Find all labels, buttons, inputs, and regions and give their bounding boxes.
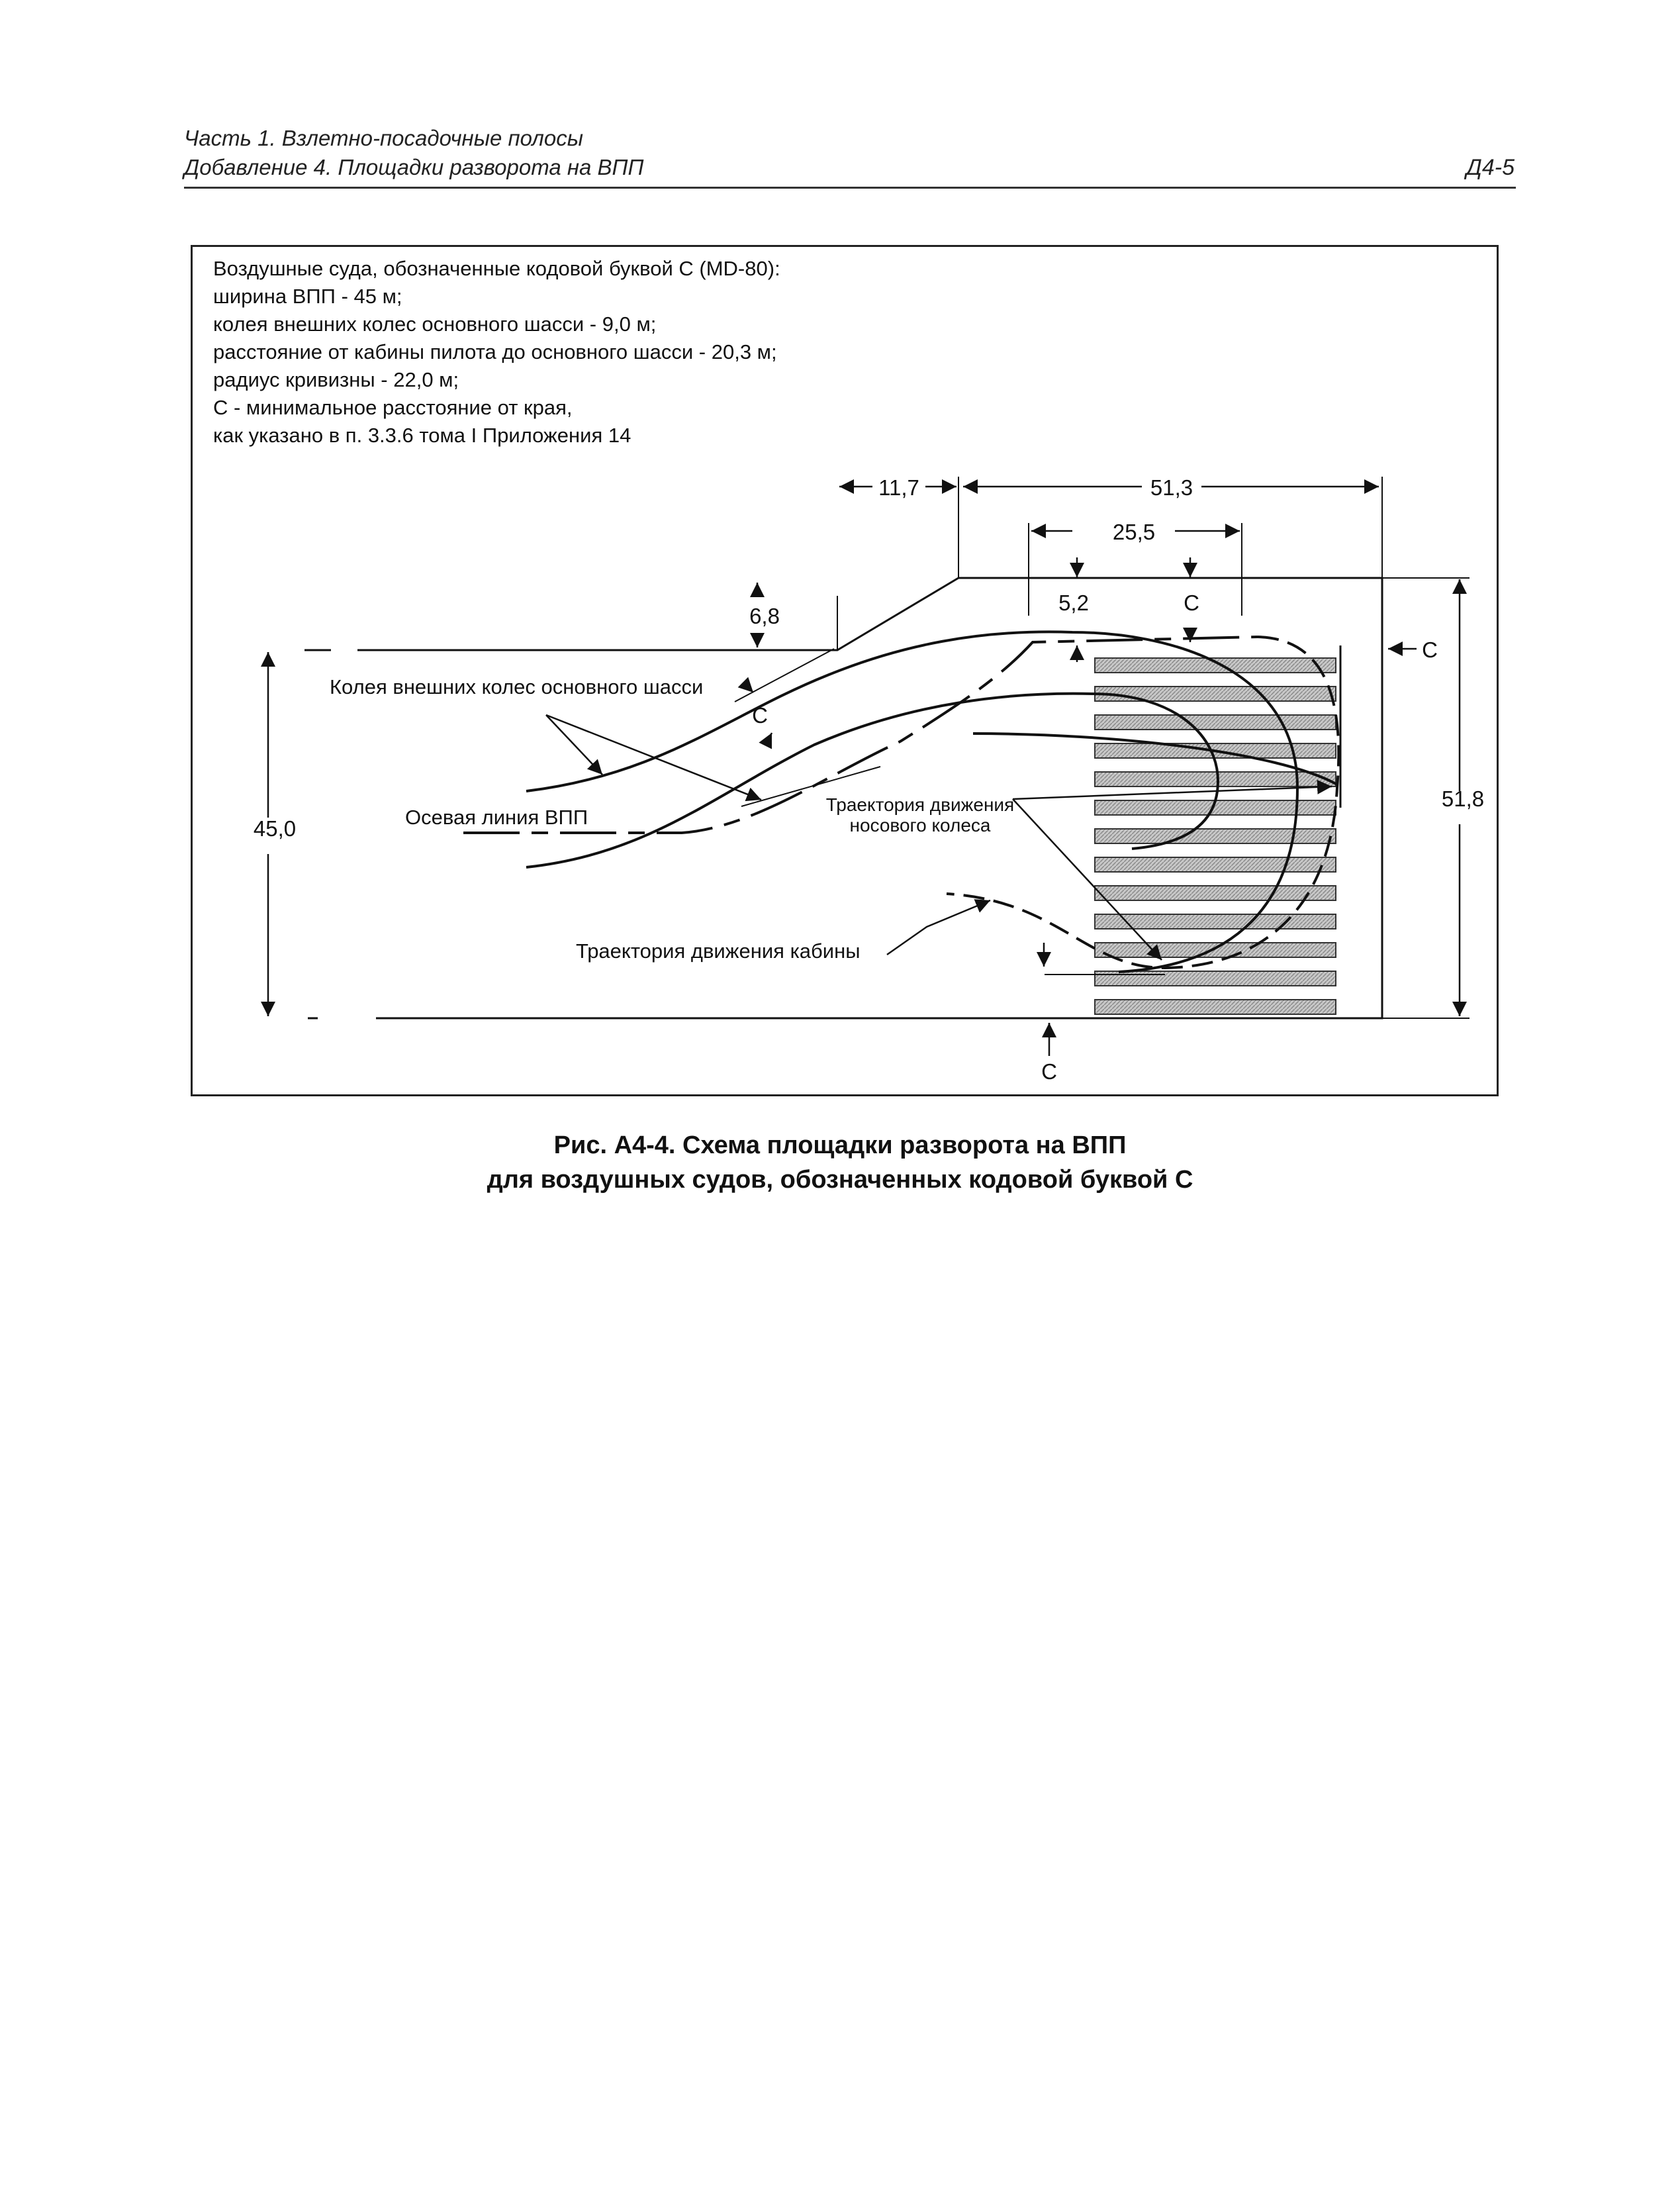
header-appendix-title: Добавление 4. Площадки разворота на ВПП: [184, 155, 644, 179]
dim-11-7: 11,7: [878, 475, 919, 500]
centerline-label: Осевая линия ВПП: [405, 806, 588, 829]
nose-path-label-2: носового колеса: [849, 815, 991, 835]
nose-path-label-1: Траектория движения: [825, 794, 1015, 815]
cockpit-path-label: Траектория движения кабины: [576, 939, 861, 963]
outer-track-label: Колея внешних колес основного шасси: [330, 675, 704, 698]
c-label-right: C: [1422, 638, 1438, 662]
caption-line-2: для воздушных судов, обозначенных кодовой буквой C: [487, 1166, 1193, 1194]
param-cockpit-distance: расстояние от кабины пилота до основного шасси - 20,3 м;: [213, 340, 777, 363]
param-clearance-c: C - минимальное расстояние от края,: [213, 396, 573, 419]
header-part-title: Часть 1. Взлетно-посадочные полосы: [184, 126, 584, 150]
dim-6-8: 6,8: [749, 604, 780, 628]
turn-pad-stripes: [1095, 658, 1336, 1014]
params-title: Воздушные суда, обозначенные кодовой буквой C (MD-80):: [213, 257, 780, 280]
dim-51-8: 51,8: [1441, 786, 1485, 811]
dim-5-2: 5,2: [1058, 591, 1089, 615]
page-number: Д4-5: [1466, 155, 1515, 180]
c-label-bottom: C: [1041, 1059, 1057, 1084]
figure-caption: [0, 1128, 1680, 1197]
param-runway-width: ширина ВПП - 45 м;: [213, 285, 402, 308]
dim-25-5: 25,5: [1112, 520, 1156, 544]
dim-51-3: 51,3: [1150, 475, 1193, 500]
dim-45-0: 45,0: [253, 816, 297, 841]
param-track-width: колея внешних колес основного шасси - 9,0 м;: [213, 312, 657, 336]
caption-line-1: Рис. A4-4. Схема площадки разворота на ВПП: [553, 1131, 1127, 1159]
c-label-track: C: [752, 703, 768, 728]
param-clearance-ref: как указано в п. 3.3.6 тома I Приложения 14: [213, 424, 631, 447]
param-turn-radius: радиус кривизны - 22,0 м;: [213, 368, 459, 391]
c-label-top: C: [1184, 591, 1199, 615]
